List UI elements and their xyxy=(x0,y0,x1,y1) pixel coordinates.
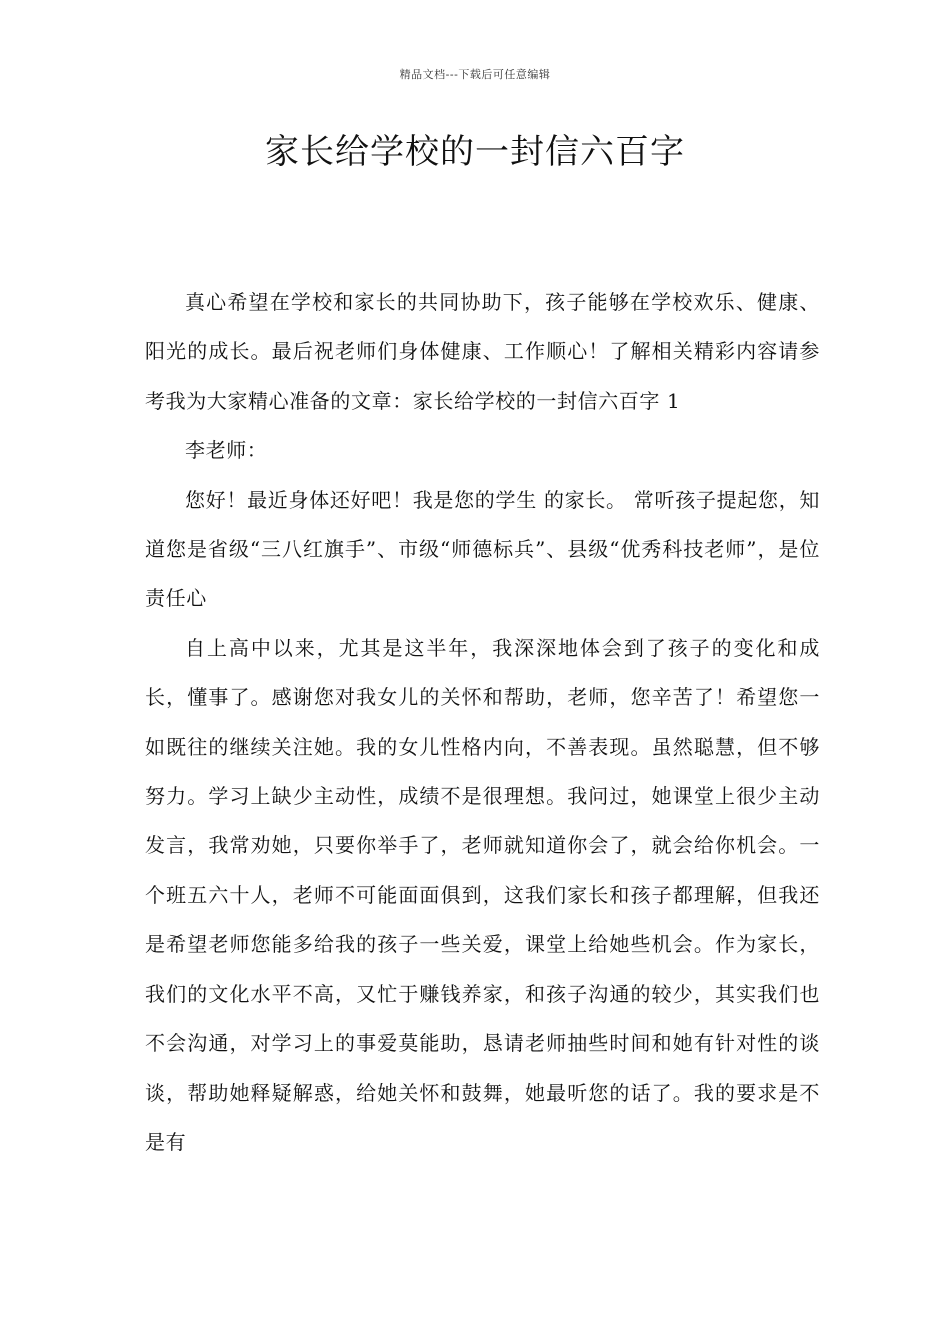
paragraph-greeting: 您好！最近身体还好吧！我是您的学生 的家长。 常听孩子提起您，知道您是省级“三八红旗手”、市级“师德标兵”、县级“优秀科技老师”，是位责任心 xyxy=(145,487,820,611)
paragraph-intro: 真心希望在学校和家长的共同协助下，孩子能够在学校欢乐、健康、阳光的成长。最后祝老师们身体健康、工作顺心！了解相关精彩内容请参考我为大家精心准备的文章：家长给学校的一封信六百字 1 xyxy=(145,290,820,413)
document-title: 家长给学校的一封信六百字 xyxy=(265,132,685,172)
document-body xyxy=(145,278,820,1167)
header-note: 精品文档---下载后可任意编辑 xyxy=(399,68,551,81)
paragraph-main: 自上高中以来，尤其是这半年，我深深地体会到了孩子的变化和成长，懂事了。感谢您对我女儿的关怀和帮助，老师，您辛苦了！希望您一如既往的继续关注她。我的女儿性格内向，不善表现。虽然聪慧，但不够努力。学习上缺少主动性，成绩不是很理想。我问过，她课堂上很少主动发言，我常劝她，只要你举手了，老师就知道你会了，就会给你机会。一个班五六十人，老师不可能面面俱到，这我们家长和孩子都理解，但我还是希望老师您能多给我的孩子一些关爱，课堂上给她些机会。作为家长，我们的文化水平不高，又忙于赚钱养家，和孩子沟通的较少，其实我们也不会沟通，对学习上的事爱莫能助，恳请老师抽些时间和她有针对性的谈谈，帮助她释疑解惑，给她关怀和鼓舞，她最听您的话了。我的要求是不是有 xyxy=(145,635,820,1154)
paragraph-salutation: 李老师： xyxy=(185,438,268,463)
